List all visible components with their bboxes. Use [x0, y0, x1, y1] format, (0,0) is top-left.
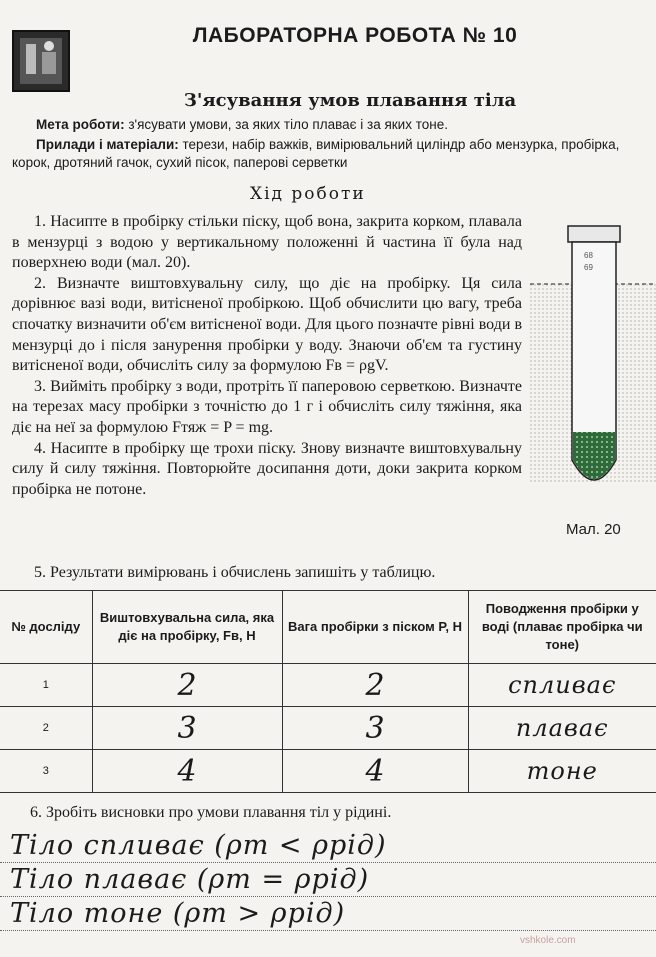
ruled-line	[0, 862, 656, 863]
page-title: ЛАБОРАТОРНА РОБОТА № 10	[192, 24, 518, 47]
conclusion-line: Тіло спливає (ρт < ρрід)	[10, 830, 387, 861]
table-row	[0, 750, 656, 793]
procedure-steps	[12, 212, 522, 500]
lab-subtitle: З'ясування умов плавання тіла	[183, 90, 517, 111]
test-tube-figure	[530, 220, 656, 510]
cell-buoyant-force: 3	[92, 707, 282, 750]
cell-experiment-no: 1	[0, 664, 92, 707]
step-2: 2. Визначте виштовхувальну силу, що діє на пробірку. Ця сила дорівнює вазі води, витісненої пробіркою. Щоб обчислити цю вагу, треба спочатку визначити об'єм витісненої води. Для цього позначте рівні води в мензурці до і після занурення пробірки у воду. Знаючи об'єм та густину витісненої води, обчисліть силу за формулою Fв = ρgV.	[12, 274, 522, 375]
tools-line	[12, 136, 652, 172]
watermark: vshkole.com	[520, 935, 576, 946]
table-row	[0, 664, 656, 707]
procedure-heading: Хід роботи	[250, 184, 366, 204]
table-row	[0, 707, 656, 750]
lab-logo-image	[12, 30, 70, 92]
cell-buoyant-force: 4	[92, 750, 282, 793]
cell-tube-weight: 3	[282, 707, 468, 750]
goal-line	[36, 117, 448, 132]
header-tube-weight: Вага пробірки з піском P, Н	[282, 591, 468, 664]
cell-experiment-no: 3	[0, 750, 92, 793]
cell-tube-weight: 4	[282, 750, 468, 793]
tube-mark-lower: 69	[584, 263, 593, 272]
step-1: 1. Насипте в пробірку стільки піску, щоб вона, закрита корком, плавала в мензурці з водою у вертикальному положенні й частина її була над поверхнею води (мал. 20).	[12, 213, 522, 272]
conclusion-line: Тіло тоне (ρт > ρрід)	[10, 898, 346, 929]
tube-mark-upper: 68	[584, 251, 593, 260]
step-6: 6. Зробіть висновки про умови плавання тіл у рідині.	[30, 804, 392, 821]
header-behavior: Поводження пробірки у воді (плаває пробірка чи тоне)	[468, 591, 656, 664]
step-3: 3. Вийміть пробірку з води, протріть її паперовою серветкою. Визначте на терезах масу пробірки з точністю до 1 г і обчисліть силу тяжіння, яка діє на неї за формулою Fтяж = P = mg.	[12, 377, 522, 436]
cell-buoyant-force: 2	[92, 664, 282, 707]
tools-label: Прилади і матеріали:	[36, 137, 179, 152]
cell-behavior: спливає	[468, 664, 656, 707]
header-buoyant-force: Виштовхувальна сила, яка діє на пробірку, Fв, Н	[92, 591, 282, 664]
ruled-line	[0, 930, 656, 931]
step-5: 5. Результати вимірювань і обчислень запишіть у таблицю.	[34, 564, 436, 581]
goal-label: Мета роботи:	[36, 117, 125, 132]
results-table	[0, 590, 656, 793]
figure-caption: Мал. 20	[566, 521, 621, 538]
table-header-row	[0, 591, 656, 664]
step-4: 4. Насипте в пробірку ще трохи піску. Знову визначте виштовхувальну силу й силу тяжіння. Повторюйте досипання доти, доки закрита корком пробірка не потоне.	[12, 439, 522, 498]
cell-tube-weight: 2	[282, 664, 468, 707]
ruled-line	[0, 896, 656, 897]
cell-behavior: тоне	[468, 750, 656, 793]
tools-text: терези, набір важків, вимірювальний циліндр або мензурка, пробірка, корок, дротяний гачок, сухий пісок, паперові серветки	[12, 137, 620, 170]
goal-text: з'ясувати умови, за яких тіло плаває і за яких тоне.	[124, 117, 448, 132]
cell-experiment-no: 2	[0, 707, 92, 750]
cork-stopper	[568, 226, 620, 242]
cell-behavior: плаває	[468, 707, 656, 750]
header-experiment-no: № досліду	[0, 591, 92, 664]
conclusion-line: Тіло плаває (ρт = ρрід)	[10, 864, 370, 895]
